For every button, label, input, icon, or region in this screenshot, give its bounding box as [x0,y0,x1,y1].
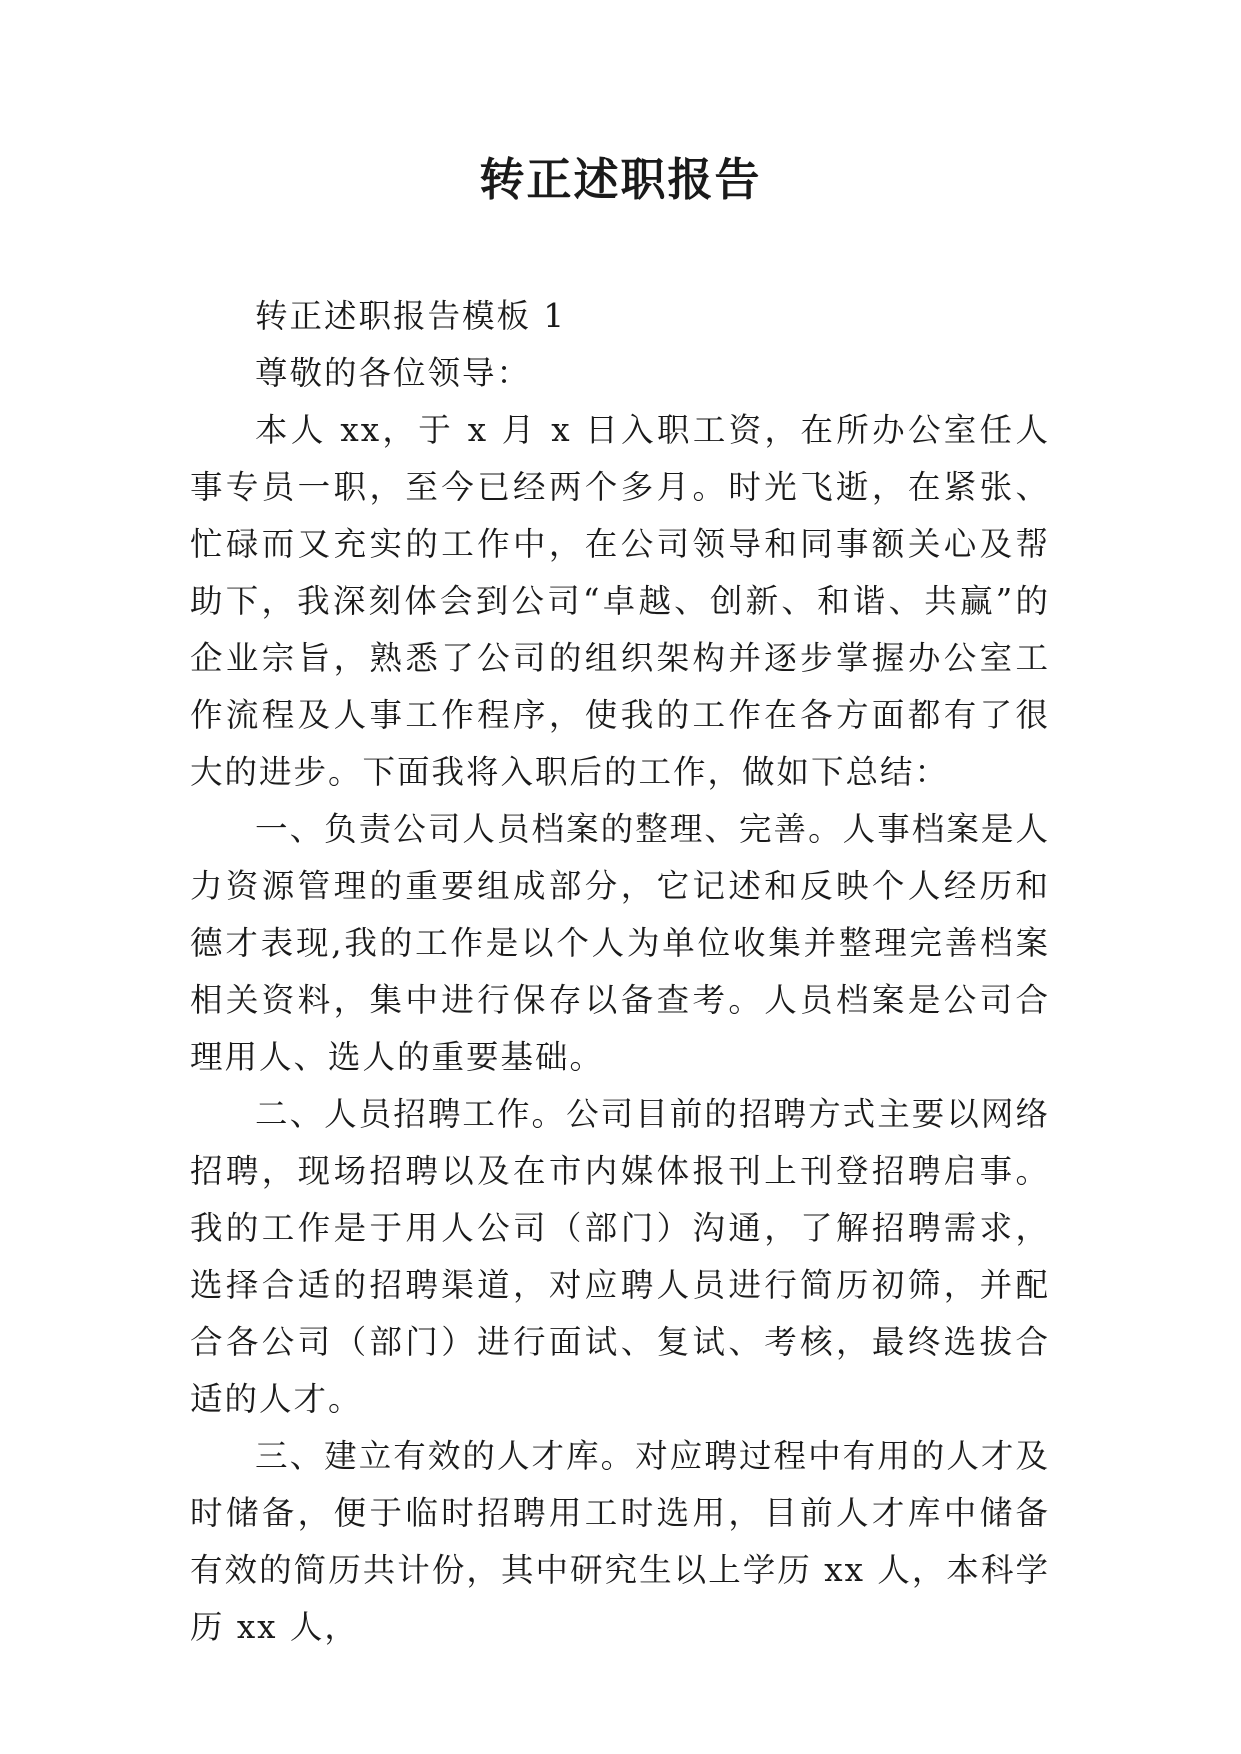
document-title: 转正述职报告 [479,153,762,206]
paragraph-salutation: 尊敬的各位领导： [255,354,532,392]
document-body [190,288,1050,1656]
paragraph-item-2: 二、人员招聘工作。公司目前的招聘方式主要以网络招聘，现场招聘以及在市内媒体报刊上刊登招聘启事。我的工作是于用人公司（部门）沟通，了解招聘需求，选择合适的招聘渠道，对应聘人员进行简历初筛，并配合各公司（部门）进行面试、复试、考核，最终选拔合适的人才。 [190,1095,1050,1418]
paragraph-introduction: 本人 xx，于 x 月 x 日入职工资，在所办公室任人事专员一职，至今已经两个多月。时光飞逝，在紧张、忙碌而又充实的工作中，在公司领导和同事额关心及帮助下，我深刻体会到公司“卓越、创新、和谐、共赢”的企业宗旨，熟悉了公司的组织架构并逐步掌握办公室工作流程及人事工作程序，使我的工作在各方面都有了很大的进步。下面我将入职后的工作，做如下总结： [190,411,1050,791]
paragraph-item-1: 一、负责公司人员档案的整理、完善。人事档案是人力资源管理的重要组成部分，它记述和反映个人经历和德才表现,我的工作是以个人为单位收集并整理完善档案相关资料，集中进行保存以备查考。人员档案是公司合理用人、选人的重要基础。 [190,810,1050,1076]
paragraph-template-heading: 转正述职报告模板 1 [255,297,567,335]
paragraph-item-3: 三、建立有效的人才库。对应聘过程中有用的人才及时储备，便于临时招聘用工时选用，目前人才库中储备有效的简历共计份，其中研究生以上学历 xx 人，本科学历 xx 人， [190,1437,1050,1646]
